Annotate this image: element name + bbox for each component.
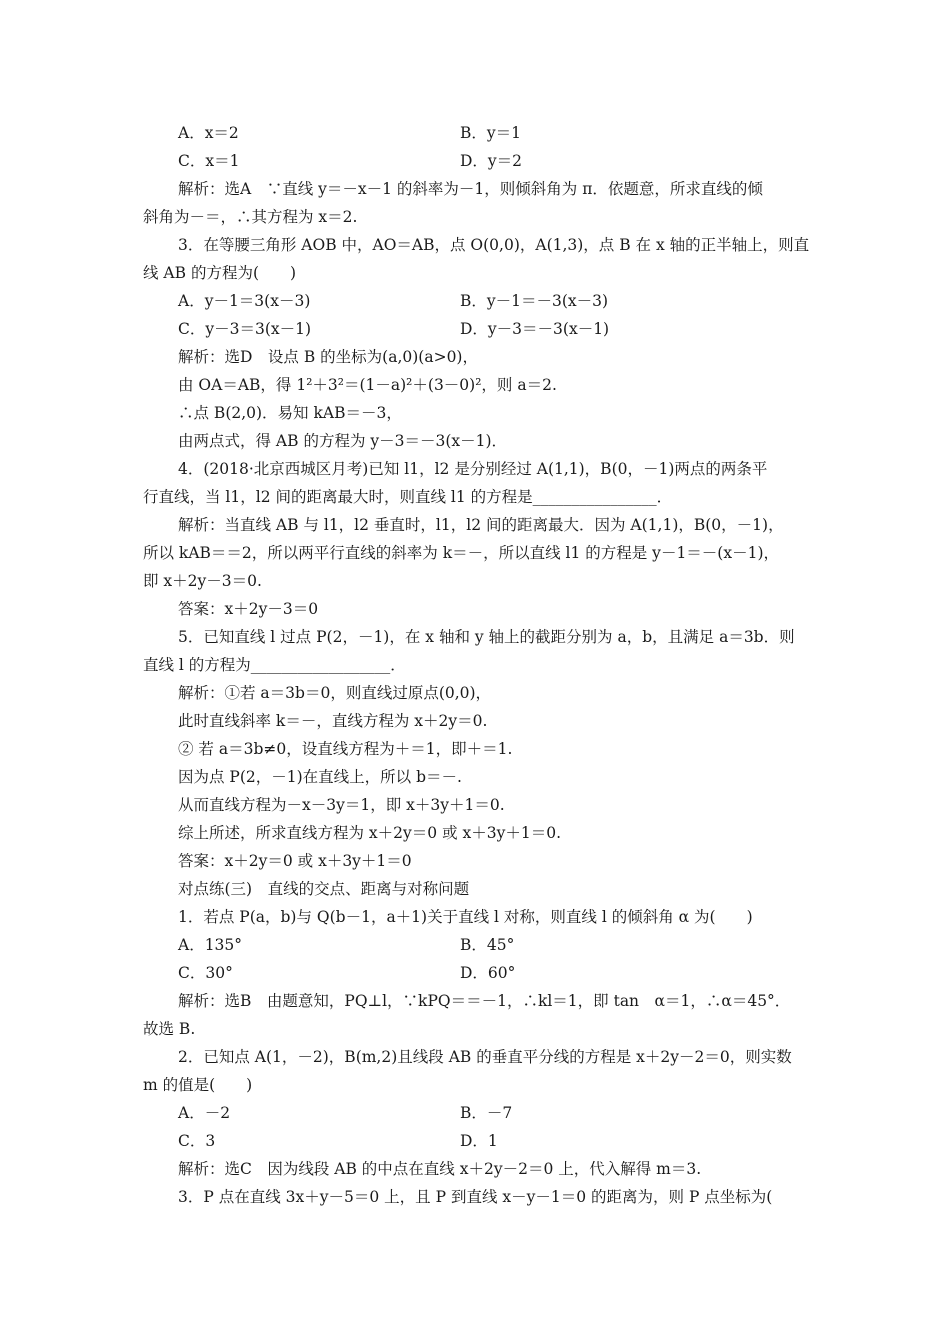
q3-solution-line: 由两点式，得 AB 的方程为 y－3＝－3(x－1)． <box>178 432 508 450</box>
q2-option-d: D．y＝2 <box>460 152 523 170</box>
q2-solution-line: 斜角为－＝，∴其方程为 x＝2. <box>143 208 358 226</box>
q5-solution-line: 因为点 P(2，－1)在直线上，所以 b＝－. <box>178 768 462 786</box>
s3-q1-stem: 1．若点 P(a，b)与 Q(b－1，a＋1)关于直线 l 对称，则直线 l 的倾斜角 α 为( ) <box>178 908 753 926</box>
q3-option-d: D．y－3＝－3(x－1) <box>460 320 610 338</box>
q3-stem: 3．在等腰三角形 AOB 中，AO＝AB，点 O(0,0)，A(1,3)，点 B 在 x 轴的正半轴上，则直 <box>178 236 810 254</box>
q4-stem: 行直线，当 l1，l2 间的距离最大时，则直线 l1 的方程是________________． <box>143 488 673 506</box>
q2-option-c: C．x＝1 <box>178 152 240 170</box>
q3-option-c: C．y－3＝3(x－1) <box>178 320 312 338</box>
s3-q2-option-a: A．－2 <box>178 1104 231 1122</box>
q5-solution-line: 综上所述，所求直线方程为 x＋2y＝0 或 x＋3y＋1＝0. <box>178 824 562 842</box>
q5-stem: 直线 l 的方程为__________________． <box>143 656 406 674</box>
s3-q2-option-b: B．－7 <box>460 1104 513 1122</box>
s3-q2-solution-line: 解析：选C 因为线段 AB 的中点在直线 x＋2y－2＝0 上，代入解得 m＝3. <box>178 1160 702 1178</box>
q5-solution-line: 此时直线斜率 k＝－，直线方程为 x＋2y＝0. <box>178 712 488 730</box>
s3-q1-solution-line: 解析：选B 由题意知，PQ⊥l，∵kPQ＝＝－1，∴kl＝1，即 tan α＝1，∴α＝45°． <box>178 992 791 1010</box>
q2-option-b: B．y＝1 <box>460 124 522 142</box>
q5-solution-line: ② 若 a＝3b≠0，设直线方程为＋＝1，即＋＝1. <box>178 740 513 758</box>
q3-option-b: B．y－1＝－3(x－3) <box>460 292 609 310</box>
q4-solution-line: 所以 kAB＝＝2，所以两平行直线的斜率为 k＝－，所以直线 l1 的方程是 y－1＝－(x－1)， <box>143 544 780 562</box>
s3-q2-stem: m 的值是( ) <box>143 1076 253 1094</box>
q3-solution-line: 由 OA＝AB，得 1²＋3²＝(1－a)²＋(3－0)²，则 a＝2. <box>178 376 557 394</box>
s3-q3-stem: 3．P 点在直线 3x＋y－5＝0 上，且 P 到直线 x－y－1＝0 的距离为，则 P 点坐标为( <box>178 1188 773 1206</box>
s3-q1-option-d: D．60° <box>460 964 516 982</box>
s3-q1-solution-line: 故选 B. <box>143 1020 196 1038</box>
q3-solution-line: ∴点 B(2,0)．易知 kAB＝－3， <box>178 404 402 422</box>
s3-q1-option-a: A．135° <box>178 936 243 954</box>
s3-q1-option-b: B．45° <box>460 936 515 954</box>
q5-solution-line: 从而直线方程为－x－3y＝1，即 x＋3y＋1＝0. <box>178 796 505 814</box>
q4-answer: 答案：x＋2y－3＝0 <box>178 600 319 618</box>
q2-option-a: A．x＝2 <box>178 124 239 142</box>
q5-stem: 5．已知直线 l 过点 P(2，－1)，在 x 轴和 y 轴上的截距分别为 a，b，且满足 a＝3b．则 <box>178 628 795 646</box>
s3-q2-stem: 2．已知点 A(1，－2)，B(m,2)且线段 AB 的垂直平分线的方程是 x＋2y－2＝0，则实数 <box>178 1048 792 1066</box>
q4-solution-line: 即 x＋2y－3＝0. <box>143 572 262 590</box>
q4-solution-line: 解析：当直线 AB 与 l1，l2 垂直时，l1，l2 间的距离最大．因为 A(1,1)，B(0，－1)， <box>178 516 784 534</box>
q2-solution-line: 解析：选A ∵直线 y＝－x－1 的斜率为－1，则倾斜角为 π．依题意，所求直线的倾 <box>178 180 763 198</box>
s3-q2-option-d: D．1 <box>460 1132 498 1150</box>
q3-solution-line: 解析：选D 设点 B 的坐标为(a,0)(a>0)， <box>178 348 478 366</box>
q3-option-a: A．y－1＝3(x－3) <box>178 292 311 310</box>
q5-answer: 答案：x＋2y＝0 或 x＋3y＋1＝0 <box>178 852 412 870</box>
section-heading: 对点练(三) 直线的交点、距离与对称问题 <box>178 880 470 898</box>
q3-stem: 线 AB 的方程为( ) <box>143 264 297 282</box>
s3-q1-option-c: C．30° <box>178 964 233 982</box>
s3-q2-option-c: C．3 <box>178 1132 216 1150</box>
q4-stem: 4．(2018·北京西城区月考)已知 l1，l2 是分别经过 A(1,1)，B(0，－1)两点的两条平 <box>178 460 768 478</box>
q5-solution-line: 解析：①若 a＝3b＝0，则直线过原点(0,0)， <box>178 684 492 702</box>
